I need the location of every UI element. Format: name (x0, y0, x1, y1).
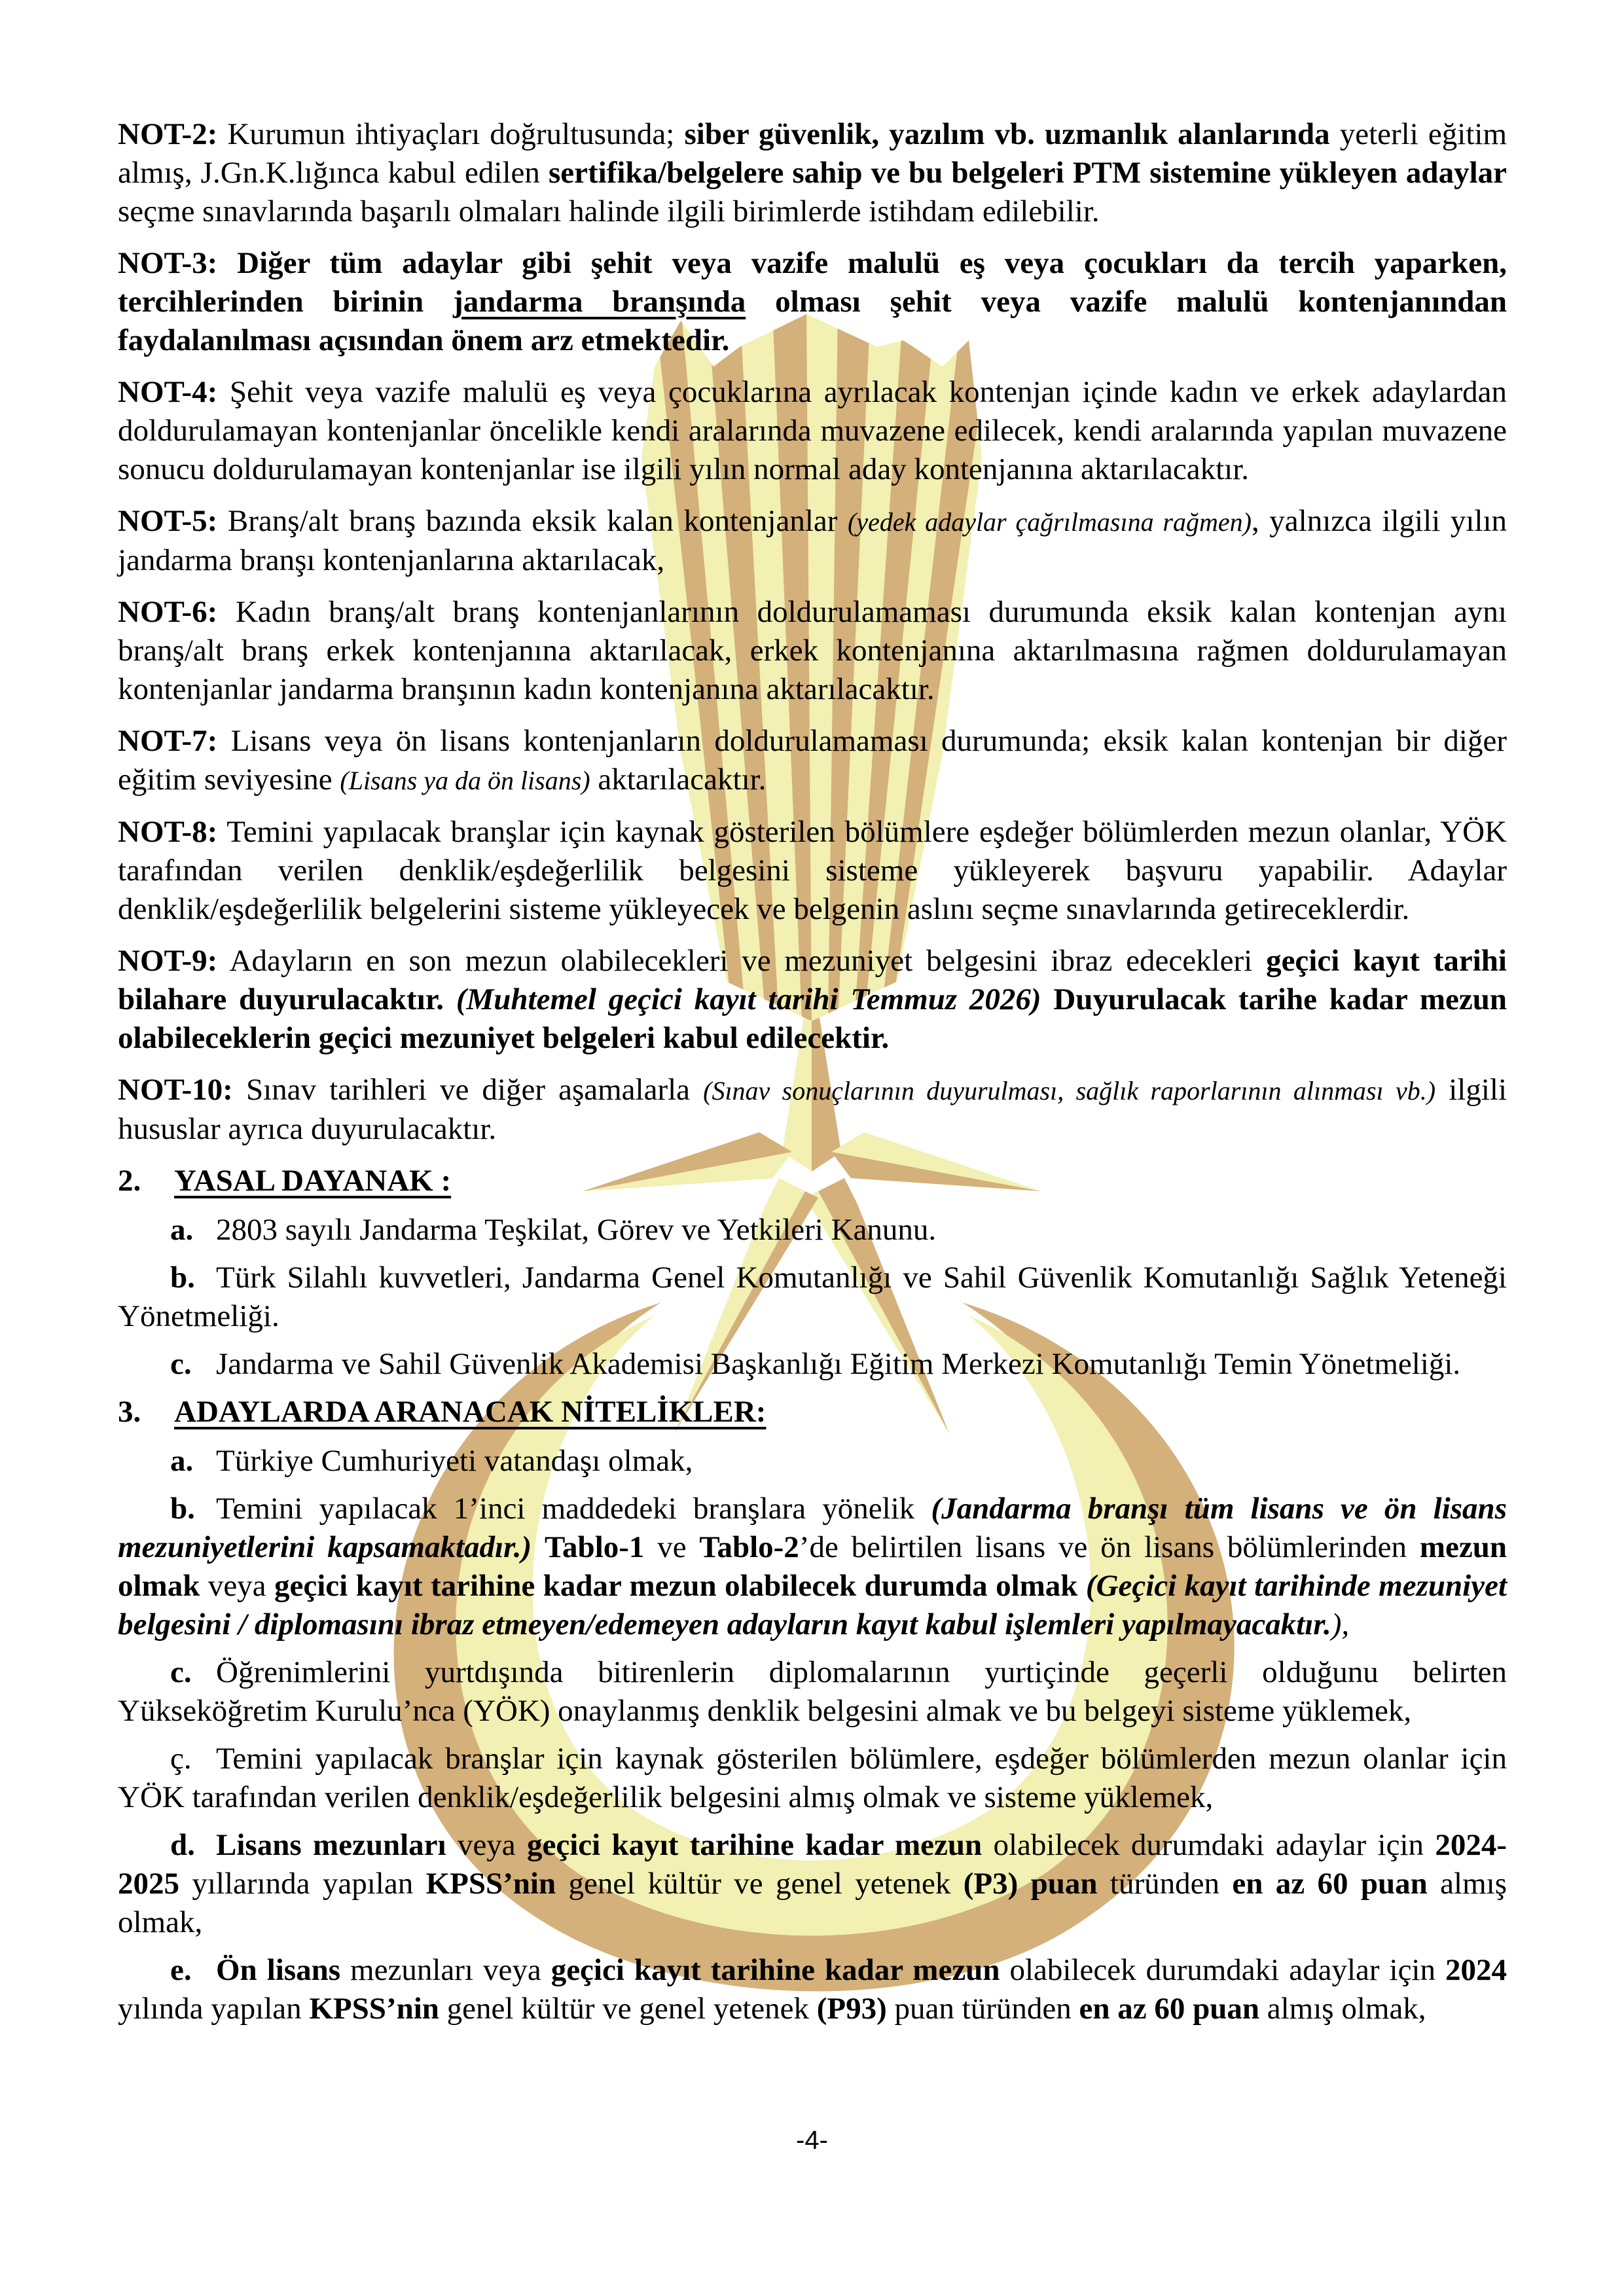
list-item (118, 1826, 1507, 1942)
text-run: Tablo-2 (699, 1530, 799, 1564)
text-run: (Geçici kayıt tarihinde mezuniyet belgesini / diplomasını ibraz etmeyen/edemeyen adayların kayıt kabul işlemleri yapılmayacaktır. (118, 1569, 1507, 1641)
text-run: geçici kayıt tarihine kadar mezun olabilecek durumda olmak (274, 1569, 1078, 1603)
text-run: NOT-9: (118, 944, 218, 978)
note-paragraph-not-5 (118, 502, 1507, 580)
list-item (118, 1490, 1507, 1644)
section-number: 3. (118, 1395, 141, 1429)
text-run: ’de belirtilen lisans ve ön lisans bölümlerinden (799, 1530, 1420, 1564)
text-run: genel kültür ve genel yetenek (556, 1867, 964, 1901)
section-2-items (118, 1211, 1507, 1384)
list-item (118, 1951, 1507, 2028)
text-run: yılında yapılan (118, 1992, 310, 2026)
text-run: (Sınav sonuçlarının duyurulması, sağlık raporlarının alınması vb.) (703, 1076, 1436, 1105)
text-run (532, 1530, 545, 1564)
text-run: (Lisans ya da ön lisans) (340, 766, 590, 795)
note-paragraph-not-8 (118, 813, 1507, 929)
text-run: yeterli eğitim almış, J.Gn.K.lığınca kabul edilen (118, 117, 1507, 190)
notes-list (118, 115, 1507, 1149)
list-item (118, 1211, 1507, 1249)
note-paragraph-not-3 (118, 244, 1507, 360)
text-run: Kurumun ihtiyaçları doğrultusunda; (217, 117, 685, 151)
list-item (118, 1259, 1507, 1336)
text-run: (P3) puan (963, 1867, 1098, 1901)
list-item (118, 1653, 1507, 1731)
text-run: Lisans veya ön lisans kontenjanların doldurulamaması durumunda; eksik kalan kontenjan bir diğer eğitim seviyesine (118, 724, 1507, 797)
text-run: (Muhtemel geçici kayıt tarihi Temmuz 2026) (456, 982, 1041, 1016)
text-run: Şehit veya vazife malulü eş veya çocuklarına ayrılacak kontenjan içinde kadın ve erkek adaylardan doldurulamayan kontenjanlar öncelikle kendi aralarında muvazene edilecek, kendi aralarında yapılan muvazene sonucu doldurulamayan kontenjanlar ise ilgili yılın normal aday kontenjanına aktarılacaktır. (118, 375, 1507, 486)
note-paragraph-not-7 (118, 722, 1507, 800)
text-run: puan türünden (886, 1992, 1079, 2026)
text-run: NOT-6: (118, 595, 218, 629)
text-run: almış olmak, (1259, 1992, 1426, 2026)
item-label: c. (170, 1655, 192, 1689)
text-run: siber güvenlik, yazılım vb. uzmanlık alanlarında (684, 117, 1330, 151)
section-title: ADAYLARDA ARANACAK NİTELİKLER: (174, 1395, 767, 1429)
text-run: Türkiye Cumhuriyeti vatandaşı olmak, (216, 1444, 693, 1478)
text-run: (P93) (816, 1992, 887, 2026)
text-run: mezun olmak (118, 1530, 1507, 1603)
text-run: Adayların en son mezun olabilecekleri ve mezuniyet belgesini ibraz edecekleri (217, 944, 1267, 978)
text-run: ), (1331, 1607, 1350, 1641)
text-run: seçme sınavlarında başarılı olmaları halinde ilgili birimlerde istihdam edilebilir. (118, 194, 1100, 228)
text-run: yıllarında yapılan (179, 1867, 426, 1901)
item-label: c. (170, 1347, 192, 1381)
text-run: ve (644, 1530, 700, 1564)
text-run: NOT-10: (118, 1073, 233, 1107)
text-run: Kadın branş/alt branş kontenjanlarının doldurulamaması durumunda eksik kalan kontenjan aynı branş/alt branş erkek kontenjanına aktarılacak, erkek kontenjanına aktarılmasına rağmen doldurulamayan kontenjanlar jandarma branşının kadın kontenjanına aktarılacaktır. (118, 595, 1507, 706)
text-run: (Jandarma branşı tüm lisans ve ön lisans mezuniyetlerini kapsamaktadır.) (118, 1492, 1507, 1564)
text-run: genel kültür ve genel yetenek (439, 1992, 817, 2026)
list-item (118, 1740, 1507, 1817)
section-3-items (118, 1442, 1507, 2028)
text-run: olabilecek durumdaki adaylar için (982, 1828, 1435, 1862)
text-run: Öğrenimlerini yurtdışında bitirenlerin diplomalarının yurtiçinde geçerli olduğunu belirten Yükseköğretim Kurulu’nca (YÖK) onaylanmış denklik belgesini almak ve bu belgeyi sisteme yüklemek, (118, 1655, 1507, 1728)
text-run: mezunları veya (340, 1953, 551, 1987)
text-run: NOT-5: (118, 504, 218, 538)
note-paragraph-not-10 (118, 1071, 1507, 1149)
section-title: YASAL DAYANAK : (174, 1164, 452, 1198)
text-run: jandarma branşında (453, 285, 746, 319)
list-item (118, 1345, 1507, 1384)
note-paragraph-not-2 (118, 115, 1507, 231)
document-body (118, 115, 1507, 2037)
text-run: Ön lisans (216, 1953, 341, 1987)
text-run: (yedek adaylar çağrılmasına rağmen) (848, 507, 1252, 537)
text-run: , yalnızca ilgili yılın jandarma branşı kontenjanlarına aktarılacak, (118, 504, 1507, 577)
text-run: KPSS’nin (425, 1867, 556, 1901)
list-item (118, 1442, 1507, 1480)
text-run: NOT-7: (118, 724, 218, 758)
item-label: e. (170, 1953, 192, 1987)
section-2-heading (118, 1162, 1507, 1200)
text-run: KPSS’nin (309, 1992, 439, 2026)
text-run: en az 60 puan (1079, 1992, 1259, 2026)
text-run: Lisans mezunları (216, 1828, 446, 1862)
text-run: ilgili hususlar ayrıca duyurulacaktır. (118, 1073, 1507, 1146)
text-run: olabilecek durumdaki adaylar için (1000, 1953, 1445, 1987)
text-run: geçici kayıt tarihine kadar mezun (527, 1828, 983, 1862)
item-label: d. (170, 1828, 195, 1862)
text-run: en az 60 puan (1232, 1867, 1428, 1901)
section-number: 2. (118, 1164, 141, 1198)
text-run: Temini yapılacak branşlar için kaynak gösterilen bölümlere, eşdeğer bölümlerden mezun olanlar için YÖK tarafından verilen denklik/eşdeğerlilik belgesini almış olmak ve sisteme yüklemek, (118, 1742, 1507, 1814)
text-run: Temini yapılacak branşlar için kaynak gösterilen bölümlere eşdeğer bölümlerden mezun olanlar, YÖK tarafından verilen denklik/eşdeğerlilik belgesini sisteme yükleyerek başvuru yapabilir. Adaylar denklik/eşdeğerlilik belgelerini sisteme yükleyecek ve belgenin aslını seçme sınavlarında getireceklerdir. (118, 815, 1507, 926)
text-run: 2024-2025 (118, 1828, 1507, 1901)
text-run: aktarılacaktır. (590, 762, 767, 797)
text-run: veya (200, 1569, 275, 1603)
text-run: NOT-8: (118, 815, 218, 849)
text-run: almış olmak, (118, 1867, 1507, 1939)
text-run: Jandarma ve Sahil Güvenlik Akademisi Başkanlığı Eğitim Merkezi Komutanlığı Temin Yönetmeliği. (216, 1347, 1461, 1381)
note-paragraph-not-4 (118, 373, 1507, 489)
text-run: geçici kayıt tarihine kadar mezun (550, 1953, 1000, 1987)
item-label: a. (170, 1444, 194, 1478)
text-run (1077, 1569, 1085, 1603)
text-run: Sınav tarihleri ve diğer aşamalarla (232, 1073, 704, 1107)
text-run: türünden (1097, 1867, 1233, 1901)
item-label: b. (170, 1261, 195, 1295)
text-run: sertifika/belgelere sahip ve bu belgeleri PTM sistemine yükleyen adaylar (548, 156, 1507, 190)
text-run: NOT-4: (118, 375, 218, 409)
text-run: geçici kayıt tarihi bilahare duyurulacaktır. (118, 944, 1507, 1016)
text-run: veya (446, 1828, 528, 1862)
page-number: -4- (796, 2126, 828, 2155)
text-run: Duyurulacak tarihe kadar mezun olabileceklerin geçici mezuniyet belgeleri kabul edilecektir. (118, 982, 1507, 1055)
note-paragraph-not-9 (118, 942, 1507, 1058)
text-run: 2803 sayılı Jandarma Teşkilat, Görev ve Yetkileri Kanunu. (216, 1213, 937, 1247)
text-run: Branş/alt branş bazında eksik kalan kontenjanlar (217, 504, 848, 538)
text-run: NOT-3: Diğer tüm adaylar gibi şehit veya vazife malulü eş veya çocukları da tercih yaparken, tercihlerinden birinin (118, 246, 1507, 319)
text-run: Tablo-1 (545, 1530, 645, 1564)
item-label: b. (170, 1492, 195, 1526)
text-run: Temini yapılacak 1’inci maddedeki branşlara yönelik (216, 1492, 931, 1526)
text-run: Türk Silahlı kuvvetleri, Jandarma Genel Komutanlığı ve Sahil Güvenlik Komutanlığı Sağlık Yeteneği Yönetmeliği. (118, 1261, 1507, 1333)
item-label: ç. (170, 1742, 192, 1776)
note-paragraph-not-6 (118, 593, 1507, 709)
text-run: NOT-2: (118, 117, 218, 151)
section-3-heading (118, 1393, 1507, 1431)
item-label: a. (170, 1213, 194, 1247)
text-run: olması şehit veya vazife malulü kontenjanından faydalanılması açısından önem arz etmektedir. (118, 285, 1507, 357)
text-run: 2024 (1445, 1953, 1507, 1987)
